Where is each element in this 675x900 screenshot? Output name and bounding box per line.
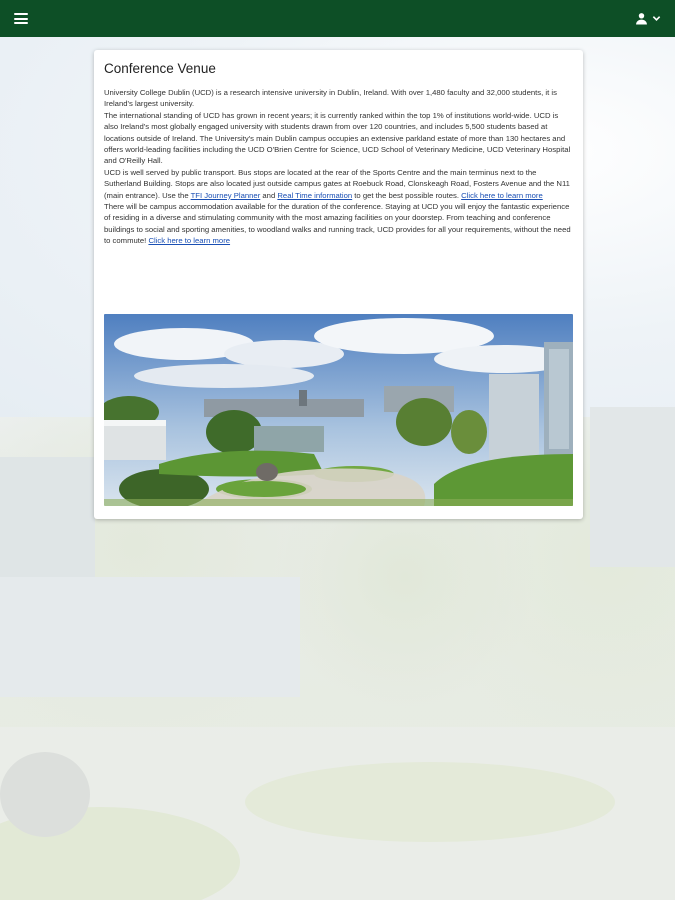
paragraph-about: University College Dublin (UCD) is a research intensive university in Dublin, Ireland. With over 1,480 faculty and 32,000 students, it is Ireland's largest university. bbox=[104, 88, 557, 109]
transport-text-1: UCD is well served by public transport. Bus stops are located at the rear of the Sports Centre and the main terminus next to the Sutherland Building. Stops are also located just outside campus gates at Roebuck Road, Clonskeagh Road, Fosters Avenue and the N11 (main entrance). Use the bbox=[104, 167, 570, 200]
background-building-right bbox=[590, 407, 675, 567]
transport-text-3: to get the best possible routes. bbox=[352, 190, 462, 200]
campus-photo-illustration bbox=[104, 314, 573, 506]
accommodation-learn-more-link[interactable]: Click here to learn more bbox=[148, 236, 231, 246]
card-title: Conference Venue bbox=[104, 61, 216, 76]
paragraph-standing: The international standing of UCD has grown in recent years; it is currently ranked within the top 1% of institutions world-wide. UCD is also Ireland's most globally engaged university with students drawn from over 120 countries, and includes 5,500 students based at locations outside of Ireland. The University's main Dublin campus occupies an extensive parkland estate of more than 130 hectares and offers world-leading facilities including the UCD O'Brien Centre for Science, UCD School of Veterinary Medicine, UCD Veterinary Hospital and O'Reilly Hall. bbox=[104, 110, 571, 166]
background-building-left bbox=[0, 457, 95, 577]
tfi-journey-planner-link[interactable]: TFI Journey Planner bbox=[190, 190, 261, 200]
menu-icon[interactable] bbox=[14, 13, 28, 24]
transport-text-2: and bbox=[260, 190, 278, 200]
real-time-information-link[interactable]: Real Time information bbox=[277, 190, 353, 200]
campus-photo bbox=[104, 314, 573, 506]
paragraph-transport bbox=[104, 167, 573, 201]
paragraph-accommodation bbox=[104, 201, 573, 247]
chevron-down-icon bbox=[652, 14, 661, 23]
background-lawn-right bbox=[245, 762, 615, 842]
conference-venue-card bbox=[94, 50, 583, 519]
account-icon bbox=[635, 12, 648, 25]
background-sculpture bbox=[0, 752, 90, 837]
top-app-bar bbox=[0, 0, 675, 37]
accommodation-text: There will be campus accommodation available for the duration of the conference. Staying at UCD you will enjoy the fantastic experience of residing in a diverse and stimulating community with the most amazing facilities on your doorstep. From teaching and conference buildings to social and sporting amenities, to woodland walks and running track, UCD provides for all your requirements, without the need to commute! bbox=[104, 202, 571, 246]
card-body bbox=[104, 87, 573, 247]
transport-learn-more-link[interactable]: Click here to learn more bbox=[461, 190, 543, 200]
user-menu-button[interactable] bbox=[635, 12, 661, 25]
background-lake bbox=[0, 577, 300, 697]
